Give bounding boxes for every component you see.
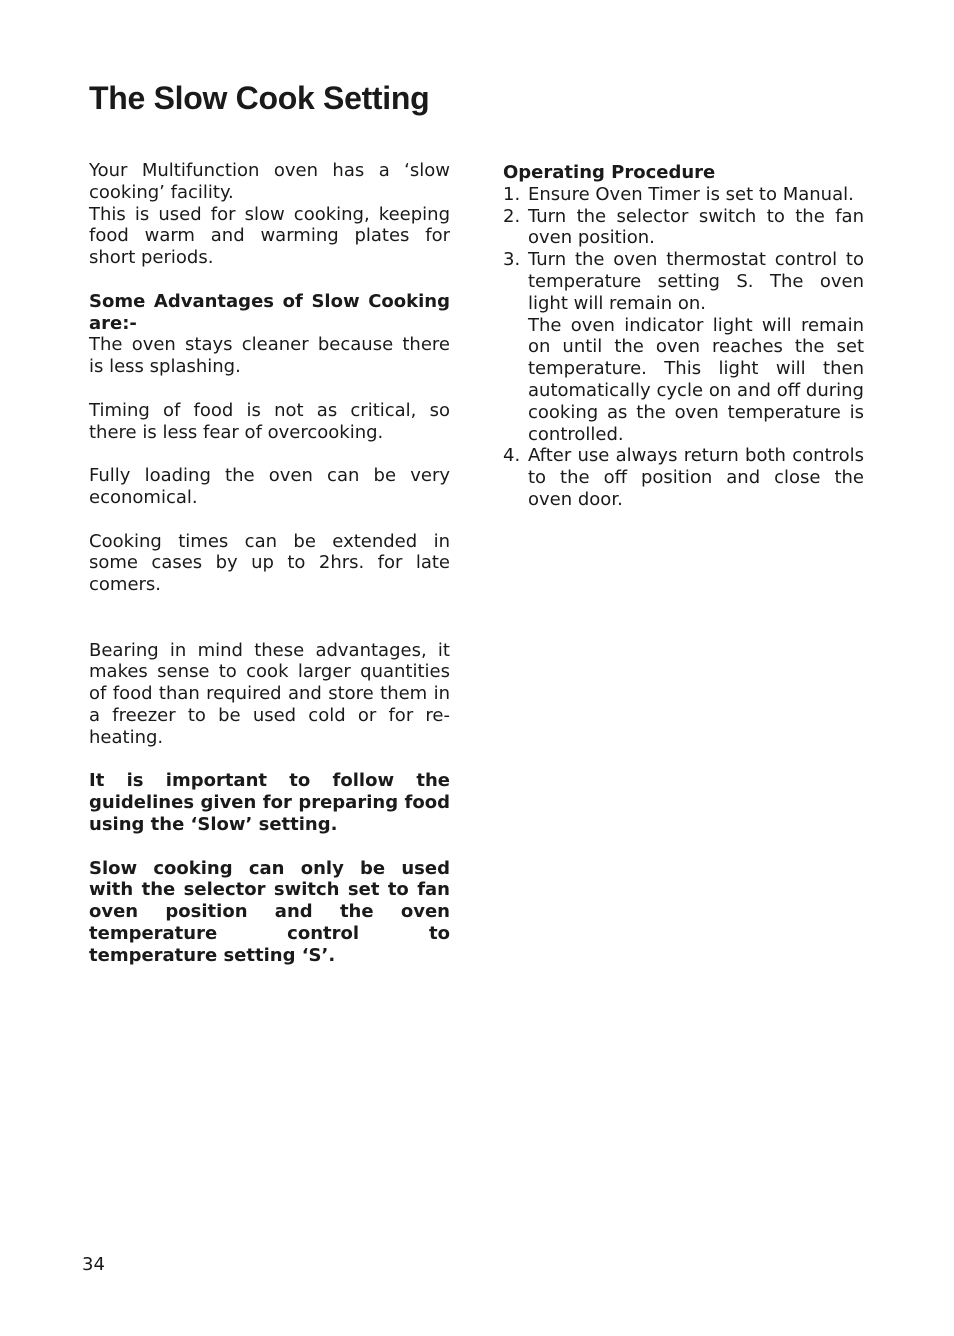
- step-text: Turn the oven thermostat control to temperature setting S. The oven light will remain on.: [528, 249, 864, 314]
- step-number: 4.: [503, 445, 521, 467]
- advantage-1: The oven stays cleaner because there is less splashing.: [89, 334, 450, 378]
- left-column: [89, 160, 450, 966]
- right-column: [503, 162, 864, 511]
- advantage-4: Cooking times can be extended in some cases by up to 2hrs. for late comers.: [89, 530, 450, 596]
- procedure-step-2: [503, 206, 864, 250]
- advantages-heading: Some Advantages of Slow Cooking are:-: [89, 290, 450, 334]
- slow-cook-requirement-note: Slow cooking can only be used with the selector switch set to fan oven position and the oven temperature control to temperature setting ‘S’.: [89, 857, 450, 966]
- step-text-continued: The oven indicator light will remain on until the oven reaches the set temperature. This light will then automatically cycle on and off during cooking as the oven temperature is controlled.: [528, 314, 864, 445]
- page-number: 34: [82, 1254, 105, 1275]
- important-note: It is important to follow the guidelines given for preparing food using the ‘Slow’ setting.: [89, 770, 450, 835]
- step-text: Turn the selector switch to the fan oven position.: [528, 205, 864, 249]
- operating-procedure-heading: Operating Procedure: [503, 162, 716, 183]
- advantage-2: Timing of food is not as critical, so there is less fear of overcooking.: [89, 399, 450, 443]
- step-number: 3.: [503, 249, 521, 271]
- procedure-step-4: [503, 445, 864, 510]
- step-text: After use always return both controls to the off position and close the oven door.: [528, 445, 864, 510]
- intro-paragraph-1: Your Multifunction oven has a ‘slow cooking’ facility.: [89, 160, 450, 203]
- advantage-3: Fully loading the oven can be very economical.: [89, 465, 450, 508]
- page-title: The Slow Cook Setting: [89, 80, 430, 116]
- procedure-list: [503, 184, 864, 511]
- step-text: Ensure Oven Timer is set to Manual.: [528, 183, 854, 205]
- bearing-paragraph: Bearing in mind these advantages, it makes sense to cook larger quantities of food than required and store them in a freezer to be used cold or for re-heating.: [89, 639, 450, 748]
- procedure-step-3: [503, 249, 864, 445]
- intro-paragraph-2: This is used for slow cooking, keeping food warm and warming plates for short periods.: [89, 203, 450, 269]
- step-number: 2.: [503, 205, 521, 227]
- step-number: 1.: [503, 183, 521, 205]
- procedure-step-1: [503, 184, 864, 206]
